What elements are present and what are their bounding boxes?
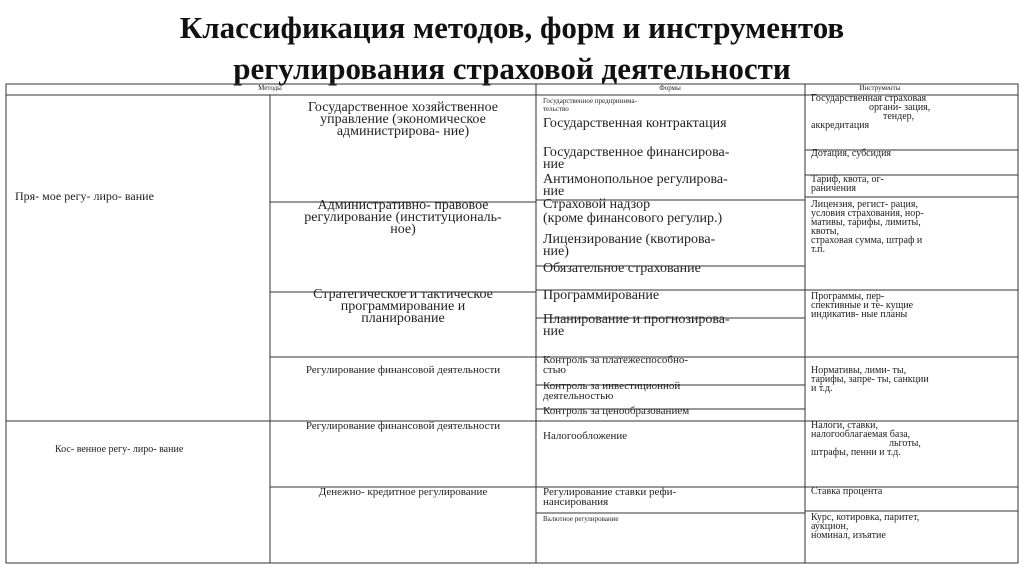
instrument-interest-rate: Ставка процента: [811, 486, 883, 497]
instrument-line: Лицензия, регист- рация,: [811, 199, 918, 210]
form-state-contracting: Государственная контрактация: [543, 116, 727, 131]
page-title-line-1: Классификация методов, форм и инструментов: [179, 10, 845, 45]
form-line: ние: [543, 184, 565, 199]
form-line: нансирования: [543, 496, 609, 508]
instrument-programs: [811, 292, 913, 319]
form-line: Антимонопольное регулирова-: [543, 172, 728, 187]
instrument-line: Налоги, ставки,: [811, 420, 878, 431]
instrument-tariff-quota: [811, 175, 884, 193]
header-forms: Формы: [659, 84, 681, 92]
subtype-financial-regulation-1: Регулирование финансовой деятельности: [305, 364, 501, 376]
instrument-line: условия страхования, нор-: [811, 208, 924, 219]
instrument-line: аккредитация: [811, 120, 870, 131]
instrument-line: тендер,: [883, 111, 915, 122]
subtype-line: управление (экономическое: [320, 112, 486, 127]
instrument-line: индикатив- ные планы: [811, 309, 908, 320]
form-line: Контроль за инвестиционной: [543, 380, 681, 392]
instrument-line: номинал, изъятие: [811, 530, 886, 541]
subtype-strategic-planning: [273, 289, 533, 325]
form-line: Страховой надзор: [543, 197, 651, 212]
subtype-financial-regulation-2: Регулирование финансовой деятельности: [305, 420, 501, 432]
subtype-administrative-legal: [273, 200, 533, 236]
form-pricing-control: Контроль за ценообразованием: [543, 405, 690, 417]
form-line: ние: [543, 157, 565, 172]
subtype-line: регулирование (институциональ-: [304, 210, 502, 225]
subtype-state-management: [273, 102, 533, 138]
form-line: Регулирование ставки рефи-: [543, 486, 677, 498]
subtype-line: Административно- правовое: [317, 198, 489, 213]
form-line: тельство: [543, 105, 569, 113]
instrument-subsidy: Дотация, субсидия: [811, 148, 892, 159]
instrument-line: страховая сумма, штраф и: [811, 235, 923, 246]
instrument-taxes: [811, 421, 921, 457]
form-currency-regulation: Валютное регулирование: [543, 515, 619, 523]
instrument-line: т.п.: [811, 244, 825, 255]
instrument-line: льготы,: [889, 438, 921, 449]
instrument-line: раничения: [811, 183, 856, 194]
subtype-line: ное): [390, 222, 416, 237]
instrument-line: спективные и те- кущие: [811, 300, 914, 311]
form-solvency-control: [543, 355, 688, 375]
form-line: ние): [543, 244, 569, 259]
form-insurance-supervision: [543, 199, 722, 225]
instrument-line: мативы, тарифы, лимиты,: [811, 217, 921, 228]
instrument-line: Курс, котировка, паритет,: [811, 512, 920, 523]
form-licensing: [543, 234, 715, 258]
form-line: ние: [543, 324, 565, 339]
form-programming: Программирование: [543, 288, 660, 303]
instrument-line: Тариф, квота, ог-: [811, 174, 884, 185]
header-instruments: Инструменты: [859, 84, 901, 92]
header-methods: Методы: [258, 84, 282, 92]
instrument-line: налогооблагаемая база,: [811, 429, 911, 440]
form-state-entrepreneurship: [543, 97, 637, 113]
instrument-line: Нормативы, лими- ты,: [811, 365, 907, 376]
form-taxation: Налогообложение: [543, 430, 628, 442]
subtype-line: планирование: [361, 311, 445, 326]
form-mandatory-insurance: Обязательное страхование: [543, 261, 701, 276]
instrument-line: аукцион,: [811, 521, 849, 532]
instrument-line: штрафы, пенни и т.д.: [811, 447, 901, 458]
subtype-line: администрирова- ние): [336, 124, 470, 139]
instrument-state-organization: [811, 94, 930, 130]
form-planning-forecasting: [543, 314, 730, 338]
instrument-line: органи- зация,: [869, 102, 931, 113]
subtype-line: Государственное хозяйственное: [307, 100, 498, 115]
instrument-line: и т.д.: [811, 383, 833, 394]
subtype-monetary-credit: Денежно- кредитное регулирование: [318, 486, 488, 498]
form-line: деятельностью: [543, 390, 614, 402]
form-line: Контроль за платежеспособно-: [543, 354, 689, 366]
instrument-line: Программы, пер-: [811, 291, 885, 302]
form-refinancing-rate: [543, 487, 676, 507]
form-line: Планирование и прогнозирова-: [543, 312, 730, 327]
form-line: Государственное предпринима-: [543, 97, 637, 105]
subtype-line: программирование и: [340, 299, 466, 314]
instrument-standards: [811, 366, 929, 393]
form-line: Государственное финансирова-: [543, 145, 730, 160]
form-line: стью: [543, 364, 566, 376]
instrument-line: Государственная страховая: [811, 93, 927, 104]
method-indirect: Кос- венное регу- лиро- вание: [55, 444, 184, 455]
instrument-license: [811, 200, 924, 254]
form-line: Лицензирование (квотирова-: [543, 232, 716, 247]
subtype-line: Стратегическое и тактическое: [313, 287, 493, 302]
page-title-line-2: регулирования страховой деятельности: [233, 51, 791, 86]
instrument-exchange-rate: [811, 513, 919, 540]
instrument-line: квоты,: [811, 226, 839, 237]
form-state-financing: [543, 147, 729, 171]
form-antimonopoly: [543, 174, 728, 198]
method-direct: Пря- мое регу- лиро- вание: [15, 189, 154, 203]
form-line: (кроме финансового регулир.): [543, 211, 723, 226]
instrument-line: тарифы, запре- ты, санкции: [811, 374, 929, 385]
form-investment-control: [543, 381, 680, 401]
